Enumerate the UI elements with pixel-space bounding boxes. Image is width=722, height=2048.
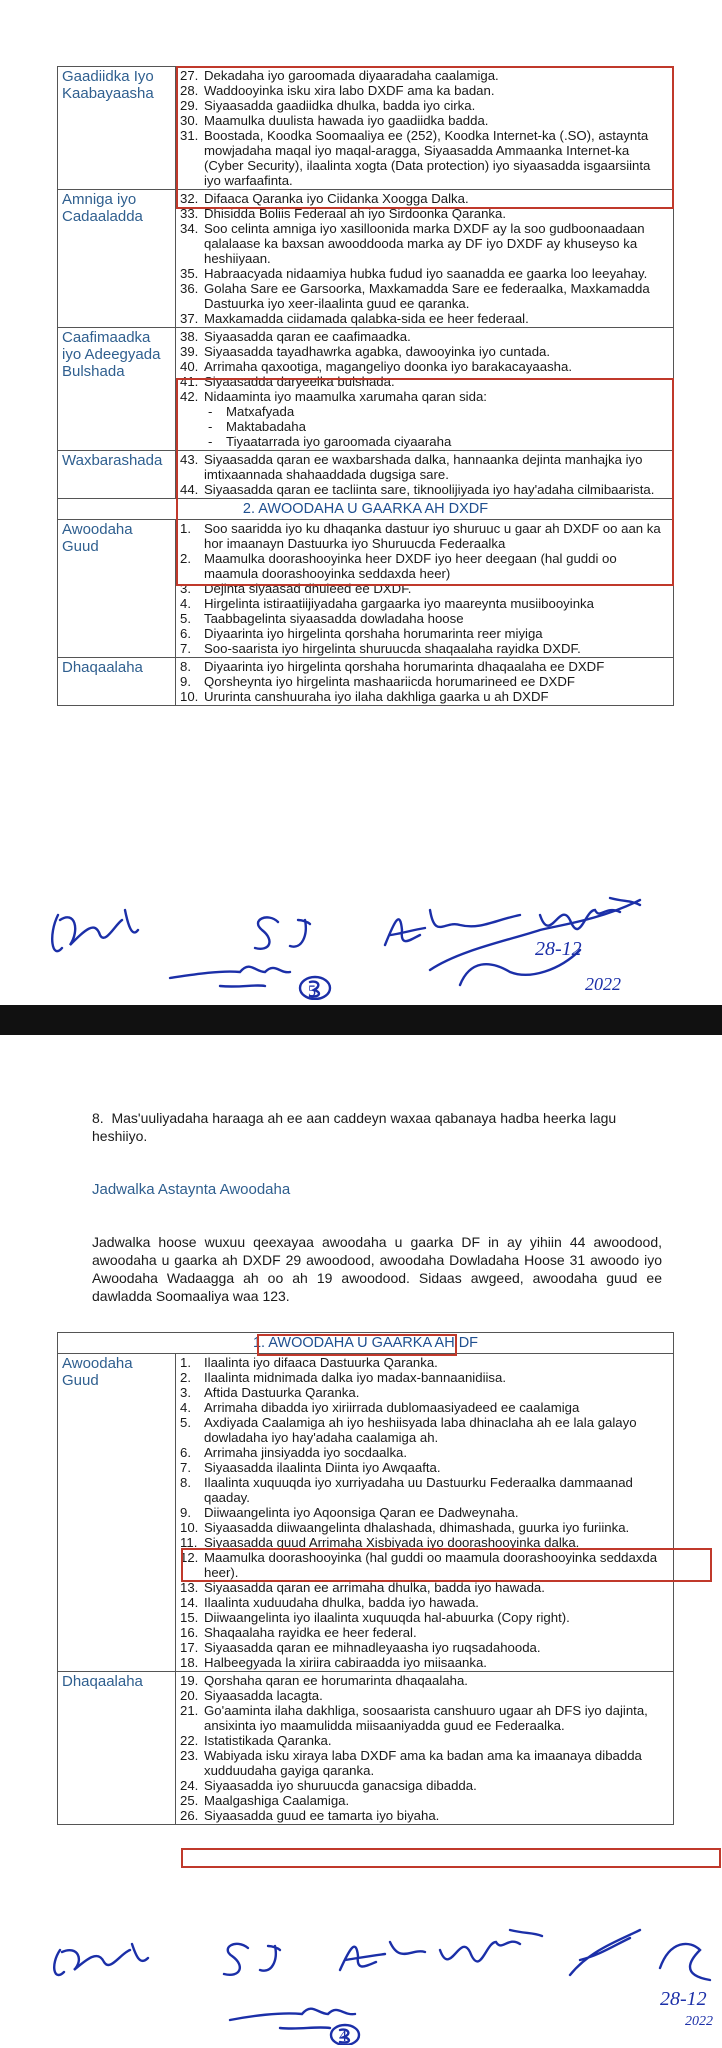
item-text: Dhisidda Boliis Federaal ah iyo Sirdoonka Qaranka. bbox=[204, 206, 507, 221]
item-text: Siyaasadda qaran ee mihnadleyaasha iyo ruqsadahooda. bbox=[204, 1640, 541, 1655]
signatures-area bbox=[40, 890, 720, 1000]
signature-date-year-2: 2022 bbox=[685, 2014, 713, 2029]
item-number: 24. bbox=[180, 1778, 199, 1793]
item-text: Siyaasadda qaran ee tacliinta sare, tiknoolijiyada iyo hay'adaha cilmibaarista. bbox=[204, 482, 655, 497]
signature-date-year: 2022 bbox=[585, 974, 621, 994]
items-list bbox=[180, 1355, 669, 1670]
item-text: Maalgashiga Caalamiga. bbox=[204, 1793, 350, 1808]
list-item bbox=[180, 1673, 669, 1688]
category-items bbox=[176, 658, 674, 706]
item-text: Go'aaminta ilaha dakhliga, soosaarista canshuuro ugaar ah DFS iyo dajinta, ansixinta iyo maamulidda miisaaniyadda guud ee Federaalka. bbox=[204, 1703, 648, 1733]
item-text: Arrimaha qaxootiga, magangeliyo doonka iyo barakacayaasha. bbox=[204, 359, 573, 374]
item-text: Maamulka duulista hawada iyo gaadiidka badda. bbox=[204, 113, 489, 128]
category-label: Amniga iyo Cadaaladda bbox=[58, 190, 176, 328]
list-item bbox=[180, 1595, 669, 1610]
item-number: 16. bbox=[180, 1625, 199, 1640]
item-number: 29. bbox=[180, 98, 199, 113]
page-number-2: 4 bbox=[339, 2028, 347, 2045]
item-text: Siyaasadda tayadhawrka agabka, dawooyinka iyo cuntada. bbox=[204, 344, 551, 359]
item-number: 2. bbox=[180, 1370, 191, 1385]
category-items bbox=[176, 190, 674, 328]
item-text: Habraacyada nidaamiya hubka fudud iyo saanadda ee gaarka loo leeyahay. bbox=[204, 266, 648, 281]
item-number: 12. bbox=[180, 1550, 199, 1565]
list-item bbox=[180, 1808, 669, 1823]
sub-list-item: - Tiyaatarrada iyo garoomada ciyaaraha bbox=[208, 434, 669, 449]
items-list bbox=[180, 1673, 669, 1823]
item-number: 10. bbox=[180, 689, 199, 704]
item-text: Arrimaha jinsiyadda iyo socdaalka. bbox=[204, 1445, 408, 1460]
items-list bbox=[180, 191, 669, 326]
item-number: 44. bbox=[180, 482, 199, 497]
list-item bbox=[180, 1610, 669, 1625]
items-list bbox=[180, 659, 669, 704]
category-label: Waxbarashada bbox=[58, 451, 176, 499]
item-text: Siyaasadda qaran ee caafimaadka. bbox=[204, 329, 411, 344]
item-text: Siyaasadda iyo shuruucda ganacsiga dibadda. bbox=[204, 1778, 477, 1793]
item-number: 3. bbox=[180, 1385, 191, 1400]
list-item bbox=[180, 1793, 669, 1808]
item-number: 3. bbox=[180, 581, 191, 596]
item-text: Dejinta siyaasad dhuleed ee DXDF. bbox=[204, 581, 412, 596]
item-text: Nidaaminta iyo maamulka xarumaha qaran sida: bbox=[204, 389, 487, 404]
highlight-box-transport bbox=[176, 66, 674, 209]
item-number: 10. bbox=[180, 1520, 199, 1535]
signatures-area-2 bbox=[40, 1920, 720, 2045]
item-text: Taabbagelinta siyaasadda dowladaha hoose bbox=[204, 611, 464, 626]
list-item bbox=[180, 1655, 669, 1670]
item-text: Diyaarinta iyo hirgelinta qorshaha horumarinta reer miyiga bbox=[204, 626, 543, 641]
list-item bbox=[180, 674, 669, 689]
list-item bbox=[180, 1400, 669, 1415]
item-number: 6. bbox=[180, 626, 191, 641]
item-text: Mas'uuliyadaha haraaga ah ee aan caddeyn waxaa qabanaya hadba heerka lagu heshiiyo. bbox=[92, 1110, 617, 1144]
item-text: Dekadaha iyo garoomada diyaaradaha caalamiga. bbox=[204, 68, 499, 83]
item-text: Siyaasadda daryeelka bulshada. bbox=[204, 374, 395, 389]
highlight-box-item-26 bbox=[181, 1848, 721, 1868]
item-number: 39. bbox=[180, 344, 199, 359]
item-text: Soo saaridda iyo ku dhaqanka dastuur iyo shuruuc u gaar ah DXDF oo aan ka hor imaanayn Dastuurka iyo Shuruucda Federaalka bbox=[204, 521, 661, 551]
item-number: 21. bbox=[180, 1703, 199, 1718]
list-item bbox=[180, 596, 669, 611]
list-item bbox=[180, 359, 669, 374]
item-number: 34. bbox=[180, 221, 199, 236]
item-number: 33. bbox=[180, 206, 199, 221]
list-item bbox=[180, 1445, 669, 1460]
list-item bbox=[180, 1370, 669, 1385]
item-number: 31. bbox=[180, 128, 199, 143]
item-number: 40. bbox=[180, 359, 199, 374]
item-number: 14. bbox=[180, 1595, 199, 1610]
list-item bbox=[180, 1748, 669, 1778]
item-number: 1. bbox=[180, 1355, 191, 1370]
item-text: Siyaasadda guud Arrimaha Xisbiyada iyo doorashooyinka dalka. bbox=[204, 1535, 580, 1550]
item-number: 18. bbox=[180, 1655, 199, 1670]
list-item bbox=[180, 1778, 669, 1793]
item-text: Siyaasadda guud ee tamarta iyo biyaha. bbox=[204, 1808, 440, 1823]
highlight-box-item-10 bbox=[181, 1548, 712, 1582]
list-item bbox=[180, 641, 669, 656]
item-number: 8. bbox=[92, 1110, 104, 1126]
item-text: Diyaarinta iyo hirgelinta qorshaha horumarinta dhaqaalaha ee DXDF bbox=[204, 659, 605, 674]
item-number: 37. bbox=[180, 311, 199, 326]
item-number: 22. bbox=[180, 1733, 199, 1748]
category-label: Dhaqaalaha bbox=[58, 1672, 176, 1825]
item-text: Siyaasadda diiwaangelinta dhalashada, dhimashada, guurka iyo furiinka. bbox=[204, 1520, 630, 1535]
list-item bbox=[180, 1505, 669, 1520]
item-text: Siyaasadda ilaalinta Diinta iyo Awqaafta. bbox=[204, 1460, 441, 1475]
item-text: Shaqaalaha rayidka ee heer federal. bbox=[204, 1625, 417, 1640]
item-number: 26. bbox=[180, 1808, 199, 1823]
item-number: 41. bbox=[180, 374, 199, 389]
list-item bbox=[180, 611, 669, 626]
item-text: Ilaalinta iyo difaaca Dastuurka Qaranka. bbox=[204, 1355, 438, 1370]
item-text: Golaha Sare ee Garsoorka, Maxkamadda Sare ee federaalka, Maxkamadda Dastuurka iyo xeer-ilaalinta guud ee qaranka. bbox=[204, 281, 650, 311]
item-text: Maamulka doorashooyinka (hal guddi oo maamula doorashooyinka seddaxda heer). bbox=[204, 1550, 658, 1580]
item-number: 19. bbox=[180, 1673, 199, 1688]
item-number: 17. bbox=[180, 1640, 199, 1655]
section-title: 1. AWOODAHA U GAARKA AH DF bbox=[58, 1333, 674, 1354]
item-number: 4. bbox=[180, 1400, 191, 1415]
item-text: Qorsheynta iyo hirgelinta mashaariicda horumarineed ee DXDF bbox=[204, 674, 575, 689]
item-text: Soo celinta amniga iyo xasilloonida marka DXDF ay la soo gudboonaadaan qalalaase ka baxsan awooddooda marka ay DF iyo DXDF ay khuseyso ka heshiiyaan. bbox=[204, 221, 645, 266]
document-page-2 bbox=[0, 1035, 722, 2048]
item-number: 1. bbox=[180, 521, 191, 536]
list-item bbox=[180, 1640, 669, 1655]
item-number: 7. bbox=[180, 641, 191, 656]
item-number: 27. bbox=[180, 68, 199, 83]
item-text: Wabiyada isku xiraya laba DXDF ama ka badan ama ka imaanaya dibadda xudduudaha gayiga qaranka. bbox=[204, 1748, 642, 1778]
item-text: Siyaasadda lacagta. bbox=[204, 1688, 323, 1703]
item-number: 35. bbox=[180, 266, 199, 281]
highlight-box-section-title bbox=[257, 1334, 457, 1356]
item-number: 42. bbox=[180, 389, 199, 404]
list-item bbox=[180, 1520, 669, 1535]
item-text: Siyaasadda qaran ee waxbarshada dalka, hannaanka dejinta manhajka iyo imtixaannada shahaaddada dugsiga sare. bbox=[204, 452, 643, 482]
section-title: 2. AWOODAHA U GAARKA AH DXDF bbox=[58, 499, 674, 520]
category-items bbox=[176, 1672, 674, 1825]
item-text: Diiwaangelinta iyo ilaalinta xuquuqda hal-abuurka (Copy right). bbox=[204, 1610, 570, 1625]
item-number: 4. bbox=[180, 596, 191, 611]
list-item bbox=[180, 1460, 669, 1475]
item-number: 9. bbox=[180, 674, 191, 689]
category-label: Dhaqaalaha bbox=[58, 658, 176, 706]
list-item bbox=[180, 1385, 669, 1400]
item-text: Soo-saarista iyo hirgelinta shuruucda shaqaalaha rayidka DXDF. bbox=[204, 641, 581, 656]
item-number: 23. bbox=[180, 1748, 199, 1763]
item-number: 7. bbox=[180, 1460, 191, 1475]
list-item bbox=[180, 1355, 669, 1370]
list-item bbox=[180, 1475, 669, 1505]
list-item bbox=[180, 1703, 669, 1733]
item-number: 5. bbox=[180, 611, 191, 626]
list-item bbox=[180, 1415, 669, 1445]
item-number: 9. bbox=[180, 1505, 191, 1520]
category-label: Gaadiidka Iyo Kaabayaasha bbox=[58, 67, 176, 190]
list-item bbox=[180, 281, 669, 311]
signature-date-2: 28-12 bbox=[660, 1988, 707, 2010]
sub-list-item: - Matxafyada bbox=[208, 404, 669, 419]
item-text: Waddooyinka isku xira labo DXDF ama ka badan. bbox=[204, 83, 495, 98]
list-item bbox=[180, 659, 669, 674]
item-8-paragraph bbox=[92, 1109, 652, 1145]
list-item bbox=[180, 626, 669, 641]
list-item bbox=[180, 1688, 669, 1703]
item-number: 8. bbox=[180, 659, 191, 674]
item-text: Maamulka doorashooyinka heer DXDF iyo heer deegaan (hal guddi oo maamula doorashooyinka seddaxda heer) bbox=[204, 551, 617, 581]
item-text: Ilaalinta xuquuqda iyo xurriyadaha uu Dastuurku Federaalka dammaanad qaaday. bbox=[204, 1475, 633, 1505]
list-item bbox=[180, 1625, 669, 1640]
item-number: 36. bbox=[180, 281, 199, 296]
list-item bbox=[180, 329, 669, 344]
item-number: 15. bbox=[180, 1610, 199, 1625]
intro-paragraph: Jadwalka hoose wuxuu qeexayaa awoodaha u gaarka DF in ay yihiin 44 awoodood, awoodaha u gaarka ah DXDF 29 awoodood, awoodaha Dowladaha Hoose 31 awoodo iyo Awoodaha Wadaagga ah oo ah 19 awoodood. Sidaas awgeed, awoodaha guud ee dawladda Soomaaliya waa 123. bbox=[92, 1234, 662, 1304]
item-text: Boostada, Koodka Soomaaliya ee (252), Koodka Internet-ka (.SO), astaynta mowjadaha maqal iyo maqal-aragga, Siyaasadda Ammaanka Internet-ka (Cyber Security), ilaalinta xogta (Data protection) iyo siyaasadda isgaarsiinta iyo warfaafinta. bbox=[204, 128, 651, 188]
item-number: 11. bbox=[180, 1535, 198, 1550]
list-item bbox=[180, 1733, 669, 1748]
item-text: Ilaalinta xuduudaha dhulka, badda iyo hawada. bbox=[204, 1595, 479, 1610]
category-items bbox=[176, 1354, 674, 1672]
category-row bbox=[58, 1354, 674, 1672]
item-text: Qorshaha qaran ee horumarinta dhaqaalaha. bbox=[204, 1673, 468, 1688]
sub-list-item: - Maktabadaha bbox=[208, 419, 669, 434]
category-row bbox=[58, 658, 674, 706]
list-item bbox=[180, 266, 669, 281]
list-item bbox=[180, 1580, 669, 1595]
item-text: Istatistikada Qaranka. bbox=[204, 1733, 332, 1748]
item-number: 32. bbox=[180, 191, 199, 206]
item-text: Halbeegyada la xiriira cabiraadda iyo miisaanka. bbox=[204, 1655, 487, 1670]
category-row bbox=[58, 1672, 674, 1825]
document-page-1 bbox=[0, 0, 722, 1005]
list-item bbox=[180, 689, 669, 704]
category-label: Awoodaha Guud bbox=[58, 1354, 176, 1672]
page-separator bbox=[0, 1005, 722, 1035]
item-text: Siyaasadda qaran ee arrimaha dhulka, badda iyo hawada. bbox=[204, 1580, 545, 1595]
item-text: Maxkamadda ciidamada qalabka-sida ee heer federaal. bbox=[204, 311, 529, 326]
list-item bbox=[180, 344, 669, 359]
item-text: Siyaasadda gaadiidka dhulka, badda iyo cirka. bbox=[204, 98, 476, 113]
item-number: 8. bbox=[180, 1475, 191, 1490]
item-number: 38. bbox=[180, 329, 199, 344]
item-number: 30. bbox=[180, 113, 199, 128]
signature-date: 28-12 bbox=[535, 938, 582, 960]
item-number: 25. bbox=[180, 1793, 199, 1808]
item-text: Difaaca Qaranka iyo Ciidanka Xoogga Dalka. bbox=[204, 191, 469, 206]
item-number: 20. bbox=[180, 1688, 199, 1703]
item-text: Ilaalinta midnimada dalka iyo madax-bannaanidiisa. bbox=[204, 1370, 507, 1385]
section-heading: Jadwalka Astaynta Awoodaha bbox=[92, 1181, 291, 1198]
item-text: Ururinta canshuuraha iyo ilaha dakhliga gaarka u ah DXDF bbox=[204, 689, 549, 704]
item-number: 2. bbox=[180, 551, 191, 566]
item-text: Hirgelinta istiraatiijiyadaha gargaarka iyo maareynta musiibooyinka bbox=[204, 596, 594, 611]
item-text: Diiwaangelinta iyo Aqoonsiga Qaran ee Dadweynaha. bbox=[204, 1505, 519, 1520]
item-number: 6. bbox=[180, 1445, 191, 1460]
page-number: 5 bbox=[308, 983, 316, 1000]
category-row bbox=[58, 190, 674, 328]
item-text: Arrimaha dibadda iyo xiriirrada dublomaasiyadeed ee caalamiga bbox=[204, 1400, 580, 1415]
list-item bbox=[180, 311, 669, 326]
item-number: 5. bbox=[180, 1415, 191, 1430]
item-number: 43. bbox=[180, 452, 199, 467]
highlight-box-health-education bbox=[176, 378, 674, 586]
item-number: 13. bbox=[180, 1580, 199, 1595]
category-label: Awoodaha Guud bbox=[58, 520, 176, 658]
item-text: Aftida Dastuurka Qaranka. bbox=[204, 1385, 360, 1400]
category-label: Caafimaadka iyo Adeegyada Bulshada bbox=[58, 328, 176, 451]
list-item bbox=[180, 221, 669, 266]
item-number: 28. bbox=[180, 83, 199, 98]
item-text: Axdiyada Caalamiga ah iyo heshiisyada laba dhinaclaha ah ee lala galayo dowladaha iyo hay'adaha caalamiga ah. bbox=[204, 1415, 637, 1445]
